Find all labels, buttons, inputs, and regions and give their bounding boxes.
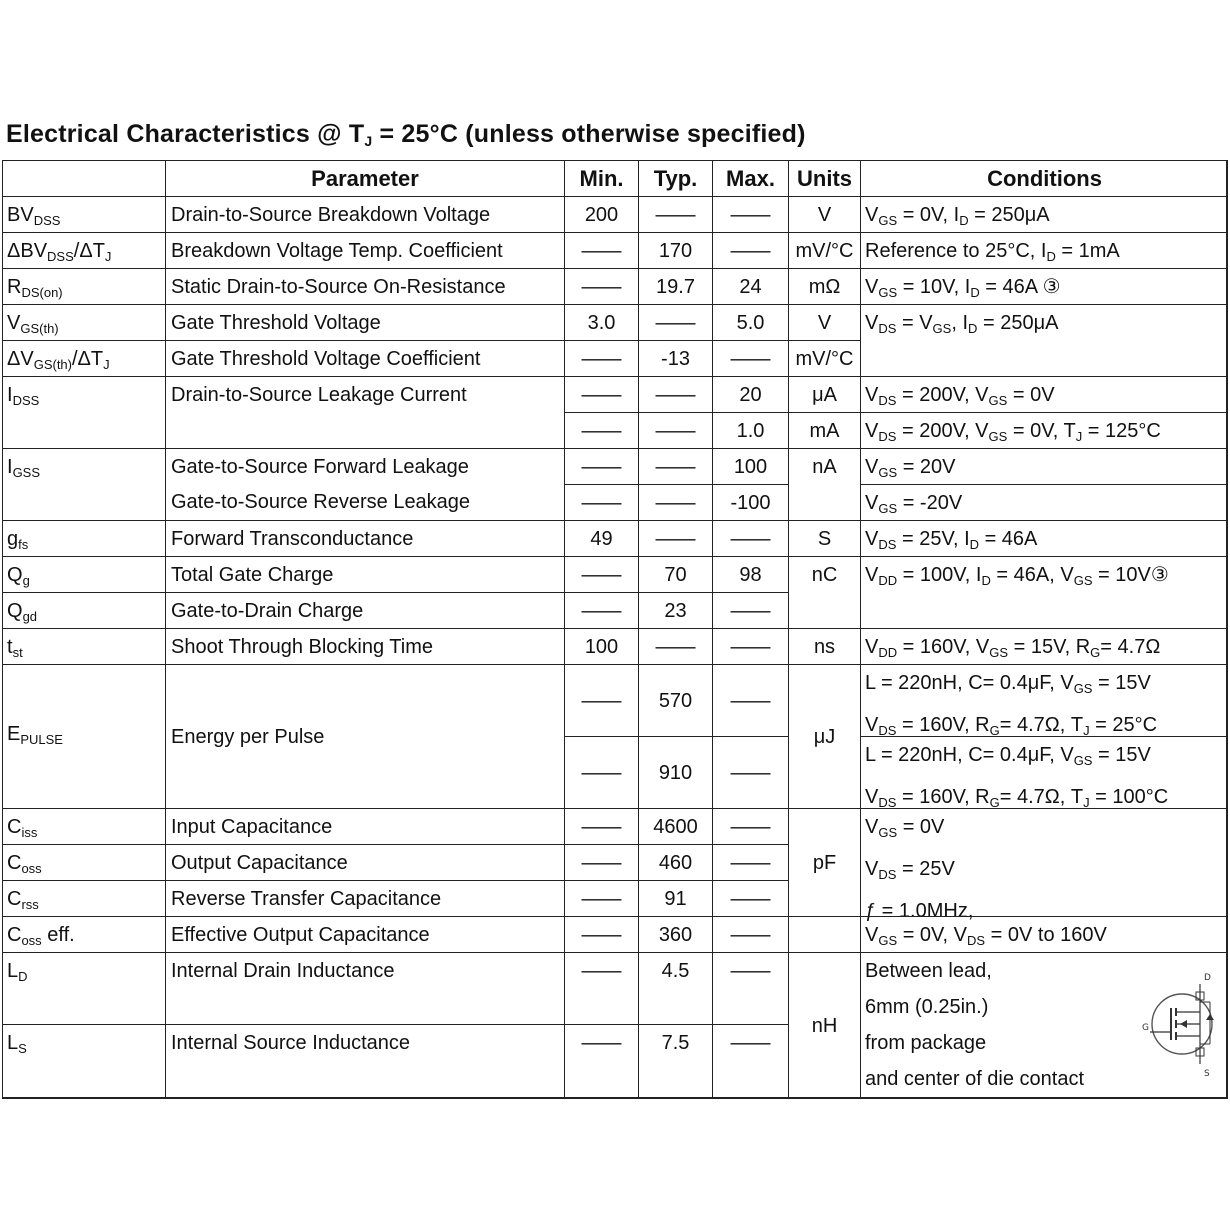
- typ-qgd: 23: [638, 592, 712, 628]
- header-typ: Typ.: [638, 160, 712, 196]
- param-coss-eff: Effective Output Capacitance: [165, 916, 564, 952]
- min-igss-1: ——: [564, 448, 638, 484]
- min-gfs: 49: [564, 520, 638, 556]
- param-qg: Total Gate Charge: [165, 556, 564, 592]
- cond-epulse-2: [860, 736, 1228, 808]
- typ-epulse-2: 910: [638, 736, 712, 808]
- symbol-bvdss: $BV_{DSS}$: [2, 196, 165, 232]
- max-epulse-1: ——: [712, 664, 788, 736]
- param-igss-forward: Gate-to-Source Forward Leakage: [165, 448, 564, 484]
- param-ls: Internal Source Inductance: [165, 1024, 564, 1099]
- cond-inductance-line1: Between lead,: [865, 960, 992, 982]
- units-dvgsth: mV/°C: [788, 340, 860, 376]
- max-dvgsth: ——: [712, 340, 788, 376]
- units-dbvdss: mV/°C: [788, 232, 860, 268]
- electrical-characteristics-table: [2, 160, 1228, 1099]
- cond-epulse-1: [860, 664, 1228, 736]
- cond-ciss: $V_{GS} = 0V$: [865, 816, 945, 840]
- units-bvdss: V: [788, 196, 860, 232]
- cond-idss-1: $V_{DS} = 200V$, $V_{GS} = 0V$: [860, 376, 1228, 412]
- max-ld: ——: [712, 952, 788, 1024]
- typ-igss-2: ——: [638, 484, 712, 520]
- cond-dbvdss: Reference to 25°C, $I_D = 1mA$: [860, 232, 1228, 268]
- cond-inductance-line4: and center of die contact: [865, 1068, 1085, 1090]
- min-dvgsth: ——: [564, 340, 638, 376]
- typ-coss-eff: 360: [638, 916, 712, 952]
- units-rdson: mΩ: [788, 268, 860, 304]
- table-right-border: [1226, 160, 1228, 1099]
- symbol-idss: $I_{DSS}$: [2, 376, 165, 448]
- typ-rdson: 19.7: [638, 268, 712, 304]
- param-ld: Internal Drain Inductance: [165, 952, 564, 1024]
- symbol-coss: $C_{oss}$: [2, 844, 165, 880]
- max-igss-2: -100: [712, 484, 788, 520]
- cond-epulse-1-line1: L = 220nH, C= 0.4μF, $V_{GS} = 15V$: [865, 672, 1151, 696]
- typ-idss-1: ——: [638, 376, 712, 412]
- units-idss-2: mA: [788, 412, 860, 448]
- param-idss: Drain-to-Source Leakage Current: [165, 376, 564, 448]
- param-tst: Shoot Through Blocking Time: [165, 628, 564, 664]
- param-gfs: Forward Transconductance: [165, 520, 564, 556]
- max-coss-eff: ——: [712, 916, 788, 952]
- units-coss-eff: [788, 916, 860, 952]
- param-coss: Output Capacitance: [165, 844, 564, 880]
- max-qgd: ——: [712, 592, 788, 628]
- mosfet-label-d: D: [1204, 973, 1211, 983]
- param-crss: Reverse Transfer Capacitance: [165, 880, 564, 916]
- typ-ld: 4.5: [638, 952, 712, 1024]
- symbol-dbvdss: $\Delta BV_{DSS}/\Delta T_J$: [2, 232, 165, 268]
- max-bvdss: ——: [712, 196, 788, 232]
- max-vgsth: 5.0: [712, 304, 788, 340]
- symbol-coss-eff: $C_{oss}$ eff.: [2, 916, 165, 952]
- max-tst: ——: [712, 628, 788, 664]
- param-qgd: Gate-to-Drain Charge: [165, 592, 564, 628]
- min-epulse-1: ——: [564, 664, 638, 736]
- param-igss-reverse: Gate-to-Source Reverse Leakage: [165, 484, 564, 520]
- cond-bvdss: $V_{GS} = 0V$, $I_D = 250\mu A$: [860, 196, 1228, 232]
- symbol-dvgsth: $\Delta V_{GS(th)}/\Delta T_J$: [2, 340, 165, 376]
- cond-capacitance: [860, 808, 1228, 922]
- max-coss: ——: [712, 844, 788, 880]
- min-qg: ——: [564, 556, 638, 592]
- cond-epulse-1-line2: $V_{DS} = 160V$, $R_G= 4.7\Omega$, $T_J = 25^\circ C$: [865, 714, 1158, 738]
- param-bvdss: Drain-to-Source Breakdown Voltage: [165, 196, 564, 232]
- param-rdson: Static Drain-to-Source On-Resistance: [165, 268, 564, 304]
- units-epulse: μJ: [788, 664, 860, 808]
- max-qg: 98: [712, 556, 788, 592]
- typ-gfs: ——: [638, 520, 712, 556]
- min-ls: ——: [564, 1024, 638, 1099]
- typ-tst: ——: [638, 628, 712, 664]
- typ-dbvdss: 170: [638, 232, 712, 268]
- min-coss-eff: ——: [564, 916, 638, 952]
- symbol-crss: $C_{rss}$: [2, 880, 165, 916]
- max-igss-1: 100: [712, 448, 788, 484]
- cond-igss-1: $V_{GS} = 20V$: [860, 448, 1228, 484]
- cond-tst: $V_{DD} = 160V$, $V_{GS} = 15V$, $R_G= 4.7\Omega$: [860, 628, 1228, 664]
- max-idss-2: 1.0: [712, 412, 788, 448]
- section-title: Electrical Characteristics @ $T_J = 25^\circ C$ (unless otherwise specified): [6, 120, 806, 149]
- param-epulse: Energy per Pulse: [165, 664, 564, 808]
- mosfet-label-s: S: [1204, 1069, 1210, 1079]
- param-dvgsth: Gate Threshold Voltage Coefficient: [165, 340, 564, 376]
- min-ciss: ——: [564, 808, 638, 844]
- table-bottom-border: [2, 1097, 1228, 1099]
- units-tst: ns: [788, 628, 860, 664]
- typ-dvgsth: -13: [638, 340, 712, 376]
- cond-inductance-line3: from package: [865, 1032, 987, 1054]
- symbol-ld: $L_D$: [2, 952, 165, 1024]
- typ-coss: 460: [638, 844, 712, 880]
- max-epulse-2: ——: [712, 736, 788, 808]
- units-idss-1: μA: [788, 376, 860, 412]
- typ-igss-1: ——: [638, 448, 712, 484]
- min-crss: ——: [564, 880, 638, 916]
- typ-crss: 91: [638, 880, 712, 916]
- cond-qg: $V_{DD} = 100V$, $I_D = 46A$, $V_{GS}$ = 10V③: [860, 556, 1228, 628]
- header-max: Max.: [712, 160, 788, 196]
- max-rdson: 24: [712, 268, 788, 304]
- max-dbvdss: ——: [712, 232, 788, 268]
- param-ciss: Input Capacitance: [165, 808, 564, 844]
- header-units: Units: [788, 160, 860, 196]
- units-igss: nA: [788, 448, 860, 520]
- symbol-vgsth: $V_{GS(th)}$: [2, 304, 165, 340]
- param-vgsth: Gate Threshold Voltage: [165, 304, 564, 340]
- units-qg: nC: [788, 556, 860, 628]
- mosfet-label-g: G: [1142, 1023, 1149, 1033]
- min-tst: 100: [564, 628, 638, 664]
- units-vgsth: V: [788, 304, 860, 340]
- symbol-rdson: $R_{DS(on)}$: [2, 268, 165, 304]
- typ-idss-2: ——: [638, 412, 712, 448]
- min-rdson: ——: [564, 268, 638, 304]
- typ-ciss: 4600: [638, 808, 712, 844]
- typ-vgsth: ——: [638, 304, 712, 340]
- param-dbvdss: Breakdown Voltage Temp. Coefficient: [165, 232, 564, 268]
- symbol-igss: $I_{GSS}$: [2, 448, 165, 520]
- min-coss: ——: [564, 844, 638, 880]
- symbol-ls: $L_S$: [2, 1024, 165, 1099]
- cond-gfs: $V_{DS} = 25V$, $I_D = 46A$: [860, 520, 1228, 556]
- units-gfs: S: [788, 520, 860, 556]
- min-bvdss: 200: [564, 196, 638, 232]
- cond-epulse-2-line1: L = 220nH, C= 0.4μF, $V_{GS} = 15V$: [865, 744, 1151, 768]
- cond-inductance-line2: 6mm (0.25in.): [865, 996, 989, 1018]
- min-vgsth: 3.0: [564, 304, 638, 340]
- units-inductance: nH: [788, 952, 860, 1099]
- symbol-tst: $t_{st}$: [2, 628, 165, 664]
- typ-epulse-1: 570: [638, 664, 712, 736]
- typ-bvdss: ——: [638, 196, 712, 232]
- min-epulse-2: ——: [564, 736, 638, 808]
- max-ciss: ——: [712, 808, 788, 844]
- min-idss-2: ——: [564, 412, 638, 448]
- header-conditions: Conditions: [860, 160, 1228, 196]
- min-qgd: ——: [564, 592, 638, 628]
- max-crss: ——: [712, 880, 788, 916]
- cond-rdson: $V_{GS} = 10V$, $I_D = 46A$ ③: [860, 268, 1228, 304]
- symbol-qgd: $Q_{gd}$: [2, 592, 165, 628]
- max-gfs: ——: [712, 520, 788, 556]
- symbol-qg: $Q_g$: [2, 556, 165, 592]
- cond-vgsth: $V_{DS} = V_{GS}$, $I_D = 250\mu A$: [860, 304, 1228, 376]
- cond-coss-eff: $V_{GS} = 0V$, $V_{DS} = 0V$ to 160V: [860, 916, 1228, 952]
- max-idss-1: 20: [712, 376, 788, 412]
- header-min: Min.: [564, 160, 638, 196]
- cond-coss: $V_{DS} = 25V$: [865, 858, 955, 882]
- min-igss-2: ——: [564, 484, 638, 520]
- min-dbvdss: ——: [564, 232, 638, 268]
- typ-ls: 7.5: [638, 1024, 712, 1099]
- cond-crss: ƒ = 1.0MHz,: [865, 900, 974, 922]
- cond-epulse-2-line2: $V_{DS} = 160V$, $R_G= 4.7\Omega$, $T_J = 100^\circ C$: [865, 786, 1169, 810]
- units-capacitance: pF: [788, 808, 860, 916]
- mosfet-symbol-icon: [1140, 972, 1220, 1082]
- max-ls: ——: [712, 1024, 788, 1099]
- cond-igss-2: $V_{GS} = -20V$: [860, 484, 1228, 520]
- table-top-left-blank: [2, 160, 165, 196]
- min-ld: ——: [564, 952, 638, 1024]
- header-parameter: Parameter: [165, 160, 564, 196]
- symbol-epulse: $E_{PULSE}$: [2, 664, 165, 808]
- cond-idss-2: $V_{DS} = 200V$, $V_{GS} = 0V$, $T_J = 125^\circ C$: [860, 412, 1228, 448]
- min-idss-1: ——: [564, 376, 638, 412]
- symbol-gfs: $g_{fs}$: [2, 520, 165, 556]
- typ-qg: 70: [638, 556, 712, 592]
- symbol-ciss: $C_{iss}$: [2, 808, 165, 844]
